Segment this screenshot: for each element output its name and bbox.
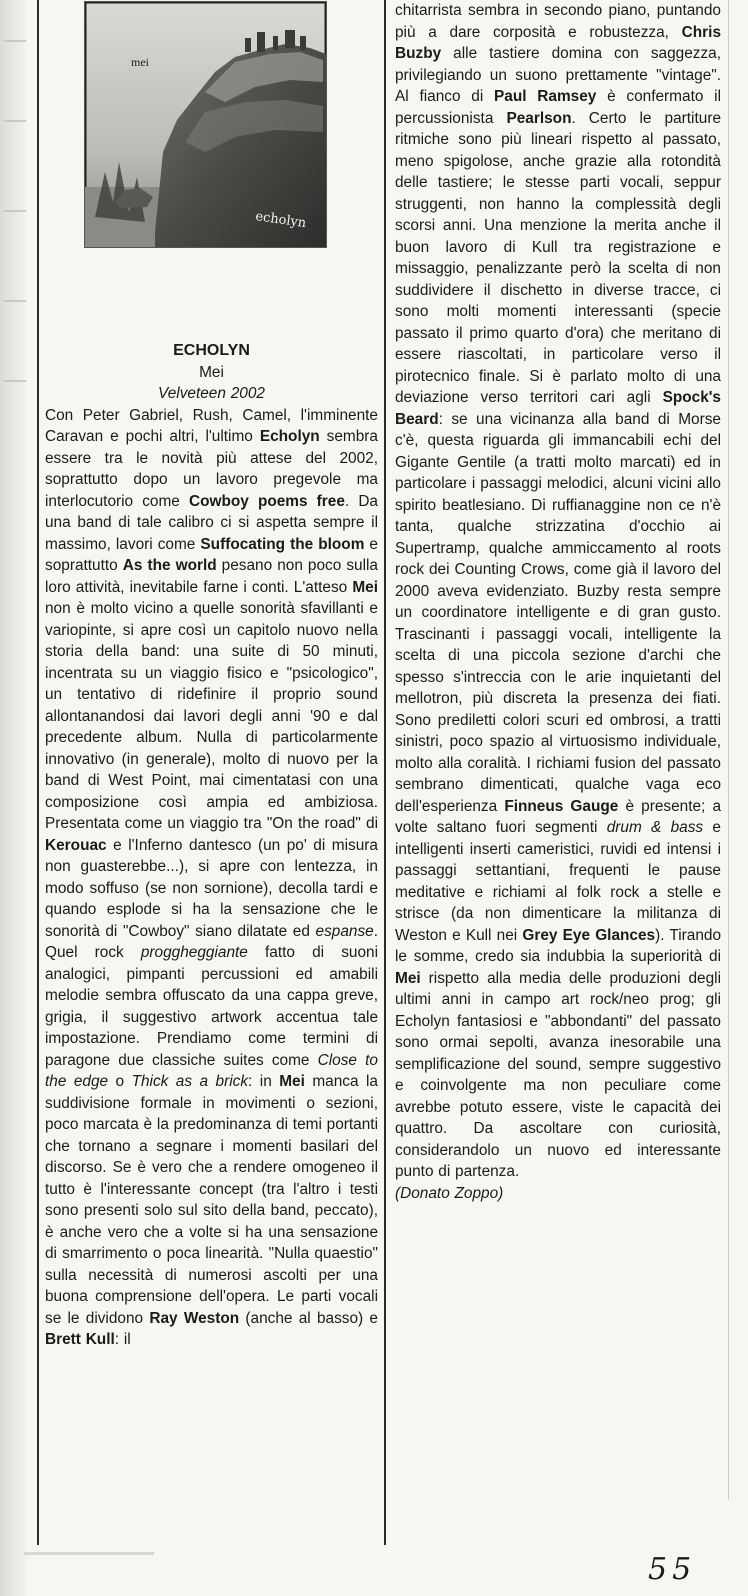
text-run: sembra essere tra le novità più attese del 2002, soprattutto dopo un lavoro pregevole ma interlocutorio come <box>45 428 378 510</box>
bold-run: Pearlson <box>506 109 572 127</box>
bold-run: Suffocating the bloom <box>200 535 365 553</box>
text-run: è confermato il percussionista <box>395 88 721 127</box>
italic-run: drum & bass <box>606 819 704 836</box>
review-body-right <box>395 0 721 1183</box>
cover-title-echolyn: echolyn <box>254 209 308 232</box>
text-run: e intelligenti inserti cameristici, ruvidi ed intensi i passaggi settantiani, frequenti le pause meditative e richiami al folk rock a stelle e strisce (da non dimenticare la militanza di Weston e Kull nei <box>395 819 721 944</box>
text-run: è presente; a volte saltano fuori segmenti <box>395 797 722 836</box>
text-run: non è molto vicino a quelle sonorità sfavillanti e variopinte, si apre così un capitolo nuovo nella storia della band: una suite di 50 minuti, incentrata su un viaggio fisico e "psicologico", un tentativo di ridefinire il proprio sound allontanandosi dai lavori degli anni '90 e dal precedente album. Nulla di particolarmente innovativo (in generale), molto di nuovo per la band di West Point, mai cimentatasi con una composizione così ampia ed ambiziosa. Presentata come un viaggio tra "On the road" di <box>45 600 378 832</box>
album-title: Mei <box>199 363 224 381</box>
bold-run: Mei <box>395 969 421 987</box>
text-run: e soprattutto <box>45 535 378 574</box>
page-number: 55 <box>648 1552 697 1587</box>
right-margin-edge <box>728 0 729 1500</box>
text-run: Con Peter Gabriel, Rush, Camel, l'imminente Caravan e pochi altri, l'ultimo <box>45 406 378 445</box>
text-run: : in <box>248 1073 280 1090</box>
bold-run: Chris Buzby <box>395 23 721 62</box>
bold-run: Mei <box>352 578 378 596</box>
column-divider <box>384 0 386 1545</box>
text-run: manca la suddivisione formale in movimenti o sezioni, poco marcata è la predominanza di temi portanti che tornano a segnare i momenti basilari del discorso. Se è vero che a rendere omogeneo il tutto è l'interessante concept (tra l'altro i testi sono presenti solo sul sito della band, peccato), è anche vero che a volte si ha una sensazione di smarrimento o poca linearità. "Nulla quaestio" sulla necessità di numerosi ascolti per una buona comprensione dell'opera. Le parti vocali se le dividono <box>45 1073 378 1327</box>
bold-run: Ray Weston <box>149 1309 240 1327</box>
text-run: . Quel rock <box>45 922 378 961</box>
bold-run: As the world <box>122 557 217 574</box>
text-run: alle tastiere domina con saggezza, privilegiando un suono prettamente "vintage". Al fianco di <box>395 45 721 105</box>
label-and-year: Velveteen 2002 <box>158 385 265 402</box>
review-signature: (Donato Zoppo) <box>395 1184 504 1202</box>
bold-run: Brett Kull <box>45 1331 115 1348</box>
bold-run: Mei <box>279 1073 305 1090</box>
italic-run: espanse <box>315 922 374 940</box>
bold-run: Finneus Gauge <box>504 797 619 815</box>
text-run: chitarrista sembra in secondo piano, puntando più a dare corposità e robustezza, <box>395 2 721 41</box>
text-run: pesano non poco sulla loro attività, inevitabile farne i conti. L'atteso <box>45 557 378 596</box>
review-header <box>45 340 378 405</box>
italic-run: proggheggiante <box>140 944 248 961</box>
text-run: : se una vicinanza alla band di Morse c'è, questa riguarda gli immancabili echi del Gigante Gentile (a tratti molto marcati) ed in particolare i passaggi melodici, alcuni vicini allo spirito beatlesiano. Di ruffianaggine non ce n'è tanta, qualche strizzatina d'occhio ai Supertramp, qualche ammiccamento al roots rock dei Counting Crows, come già il lavoro del 2000 aveva evidenziato. Buzby resta sempre un coordinatore intelligente e di gran gusto. Trascinanti i passaggi vocali, intelligente la scelta di una piccola sezione d'archi che spesso s'intreccia con le arie inquietanti del mellotron, più discreta la presenza dei fiati. Sono prediletti colori scuri ed ombrosi, a tratti sinistri, poco spazio al virtuosismo individuale, molto alla coralità. I richiami fusion del passato sembrano dimenticati, qualche vaga eco dell'esperienza <box>395 410 721 815</box>
bold-run: Grey Eye Glances <box>522 926 656 944</box>
review-right-column <box>395 0 721 1204</box>
text-run: fatto di suoni analogici, pimpanti percussioni ed amabili melodie sembra offuscato da una cappa greve, grigia, il suggestivo artwork accentua tale impostazione. Prendiamo come termini di paragone due classiche suites come <box>45 944 378 1069</box>
bold-run: Echolyn <box>259 428 320 445</box>
bold-run: Cowboy poems free <box>188 492 345 510</box>
italic-run: Thick as a brick <box>131 1073 249 1090</box>
text-run: e l'Inferno dantesco (un po' di misura non guasterebbe...), si apre con lentezza, in modo soffuso (se non sornione), decolla tardi e quando esplode si ha la sensazione che le sonorità di "Cowboy" siano dilatate ed <box>45 836 378 940</box>
text-run: o <box>108 1073 132 1090</box>
review-body-left <box>45 405 378 1351</box>
cover-title-mei: mei <box>131 55 149 69</box>
text-run: : il <box>114 1331 131 1348</box>
bold-run: Kerouac <box>45 836 107 854</box>
review-left-column <box>45 340 378 1351</box>
bottom-rule <box>24 1552 154 1555</box>
bold-run: Spock's Beard <box>395 389 721 428</box>
text-run: (anche al basso) e <box>239 1309 378 1327</box>
text-run: ). Tirando le somme, credo sia indubbia la superiorità di <box>395 926 722 965</box>
album-cover-image <box>85 2 326 247</box>
text-run: rispetto alla media delle produzioni degli ultimi anni in campo art rock/neo prog; gli Echolyn fantasiosi e "abbondanti" del passato sono ormai sepolti, avanza inesorabile una semplificazione del sound, sempre suggestivo e coinvolgente ma non peculiare come avrebbe potuto essere, viste le capacità dei quattro. Da ascoltare con curiosità, considerandolo un nuovo ed interessante punto di partenza. <box>395 969 721 1180</box>
left-column-rule <box>37 0 39 1545</box>
text-run: . Certo le partiture ritmiche sono più lineari rispetto al passato, meno spigolose, anche grazie alla rotondità delle tastiere; le stesse parti vocali, seppur struggenti, non hanno la complessità degli scorsi anni. Una menzione la merita anche il buon lavoro di Kull tra registrazione e missaggio, penalizzante però la scelta di non suddividere il dischetto in diverse tracce, ci sono molti momenti interessanti (specie passato il primo quarto d'ora) che meritano di essere riascoltati, in particolare verso il pirotecnico finale. Si è parlato molto di una deviazione verso territori cari agli <box>395 109 722 406</box>
text-run: . Da una band di tale calibro ci si aspetta sempre il massimo, lavori come <box>45 492 378 553</box>
artist-name: ECHOLYN <box>173 342 250 359</box>
italic-run: Close to the edge <box>45 1051 378 1090</box>
scan-edge <box>0 0 30 1596</box>
bold-run: Paul Ramsey <box>494 88 597 105</box>
